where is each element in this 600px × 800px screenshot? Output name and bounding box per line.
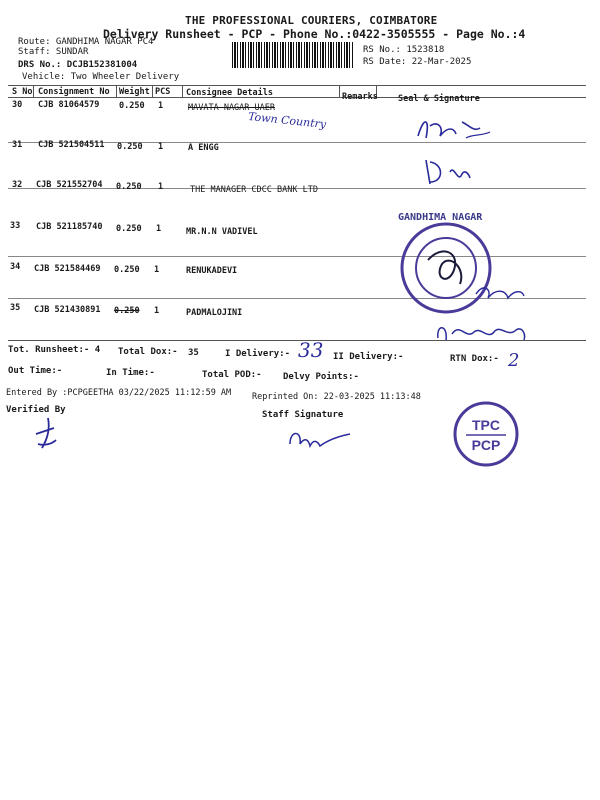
- row-consignment: CJB 521430891: [34, 305, 101, 315]
- row-weight: 0.250: [116, 224, 142, 234]
- row-sno: 31: [12, 140, 23, 150]
- row-consignment: CJB 521185740: [36, 222, 103, 232]
- i-delivery-label: I Delivery:-: [225, 349, 291, 359]
- ii-delivery-label: II Delivery:-: [333, 352, 404, 362]
- row-pcs: 1: [156, 224, 162, 234]
- row-weight: 0.250: [119, 101, 145, 111]
- row-sno: 32: [12, 180, 23, 190]
- staff-signature-label: Staff Signature: [262, 410, 344, 420]
- col-header-consignment: Consignment No: [38, 87, 110, 97]
- table-top-rule: [8, 85, 586, 86]
- total-runsheet: Tot. Runsheet:- 4: [8, 345, 101, 355]
- row-consignment: CJB 521584469: [34, 264, 101, 274]
- col-header-sno: S No: [12, 87, 33, 97]
- staff-label: Staff: SUNDAR: [18, 47, 89, 57]
- row-consignee: PADMALOJINI: [186, 308, 243, 318]
- row-consignee: A ENGG: [188, 143, 219, 153]
- row-weight: 0.250: [114, 306, 140, 316]
- staff-signature: [284, 420, 364, 456]
- row-consignment: CJB 521552704: [36, 180, 103, 190]
- rtn-dox-value: 2: [508, 350, 520, 371]
- signature-row31: [420, 150, 480, 190]
- route-label: Route: GANDHIMA NAGAR PC4: [18, 37, 154, 47]
- total-pod-label: Total POD:-: [202, 370, 262, 380]
- row-sno: 33: [10, 221, 21, 231]
- row-consignee: THE MANAGER CDCC BANK LTD: [190, 185, 318, 195]
- column-divider: [152, 85, 153, 98]
- delvy-points-label: Delvy Points:-: [283, 372, 359, 382]
- stamp-line2: PCP: [471, 437, 501, 453]
- row-sno: 35: [10, 303, 21, 313]
- col-header-pcs: PCS: [155, 87, 171, 97]
- row-consignee: RENUKADEVI: [186, 266, 238, 276]
- i-delivery-value: 33: [298, 338, 324, 362]
- seal-text: GANDHIMA NAGAR: [398, 212, 483, 223]
- col-header-remarks: Remarks: [342, 92, 378, 102]
- in-time-label: In Time:-: [106, 368, 155, 378]
- col-header-weight: Weight: [119, 87, 150, 97]
- column-divider: [33, 85, 34, 98]
- tpc-stamp: [452, 400, 522, 470]
- column-divider: [116, 85, 117, 98]
- row-pcs: 1: [158, 182, 164, 192]
- barcode: [232, 42, 354, 68]
- rs-date: RS Date: 22-Mar-2025: [363, 57, 472, 67]
- drs-number: DRS No.: DCJB152381004: [18, 60, 138, 70]
- signature-row35: [430, 314, 540, 354]
- row-weight: 0.250: [117, 142, 143, 152]
- signature-row30: [410, 108, 500, 148]
- col-header-seal: Seal & Signature: [398, 94, 480, 104]
- reprinted-on: Reprinted On: 22-03-2025 11:13:48: [252, 392, 421, 402]
- company-seal: [396, 208, 556, 320]
- entered-by: Entered By :PCPGEETHA 03/22/2025 11:12:59 AM: [6, 388, 232, 398]
- row-pcs: 1: [154, 306, 160, 316]
- row-pcs: 1: [158, 101, 164, 111]
- row-consignment: CJB 521504511: [38, 140, 105, 150]
- row-sno: 34: [10, 262, 21, 272]
- column-divider: [182, 85, 183, 98]
- row-consignee: MR.N.N VADIVEL: [186, 227, 258, 237]
- column-divider: [339, 85, 340, 98]
- row-weight: 0.250: [116, 182, 142, 192]
- row-weight: 0.250: [114, 265, 140, 275]
- row-consignee: MAVATA NAGAR UAER: [188, 103, 275, 113]
- handwritten-note: Town Country: [247, 109, 327, 132]
- table-header-rule: [8, 97, 586, 98]
- rtn-dox-label: RTN Dox:-: [450, 354, 499, 364]
- verifier-signature: [28, 414, 68, 454]
- out-time-label: Out Time:-: [8, 366, 63, 376]
- rs-number: RS No.: 1523818: [363, 45, 445, 55]
- runsheet-subtitle: Delivery Runsheet - PCP - Phone No.:0422-3505555 - Page No.:4: [103, 27, 526, 41]
- col-header-consignee: Consignee Details: [186, 88, 273, 98]
- row-sno: 30: [12, 100, 23, 110]
- row-consignment: CJB 81064579: [38, 100, 100, 110]
- company-title: THE PROFESSIONAL COURIERS, COIMBATORE: [185, 14, 438, 27]
- row-pcs: 1: [154, 265, 160, 275]
- vehicle-label: Vehicle: Two Wheeler Delivery: [22, 72, 180, 82]
- verified-by-label: Verified By: [6, 405, 66, 415]
- total-dox-value: 35: [188, 348, 199, 358]
- row-pcs: 1: [158, 142, 164, 152]
- total-dox-label: Total Dox:-: [118, 347, 178, 357]
- stamp-line1: TPC: [472, 417, 500, 433]
